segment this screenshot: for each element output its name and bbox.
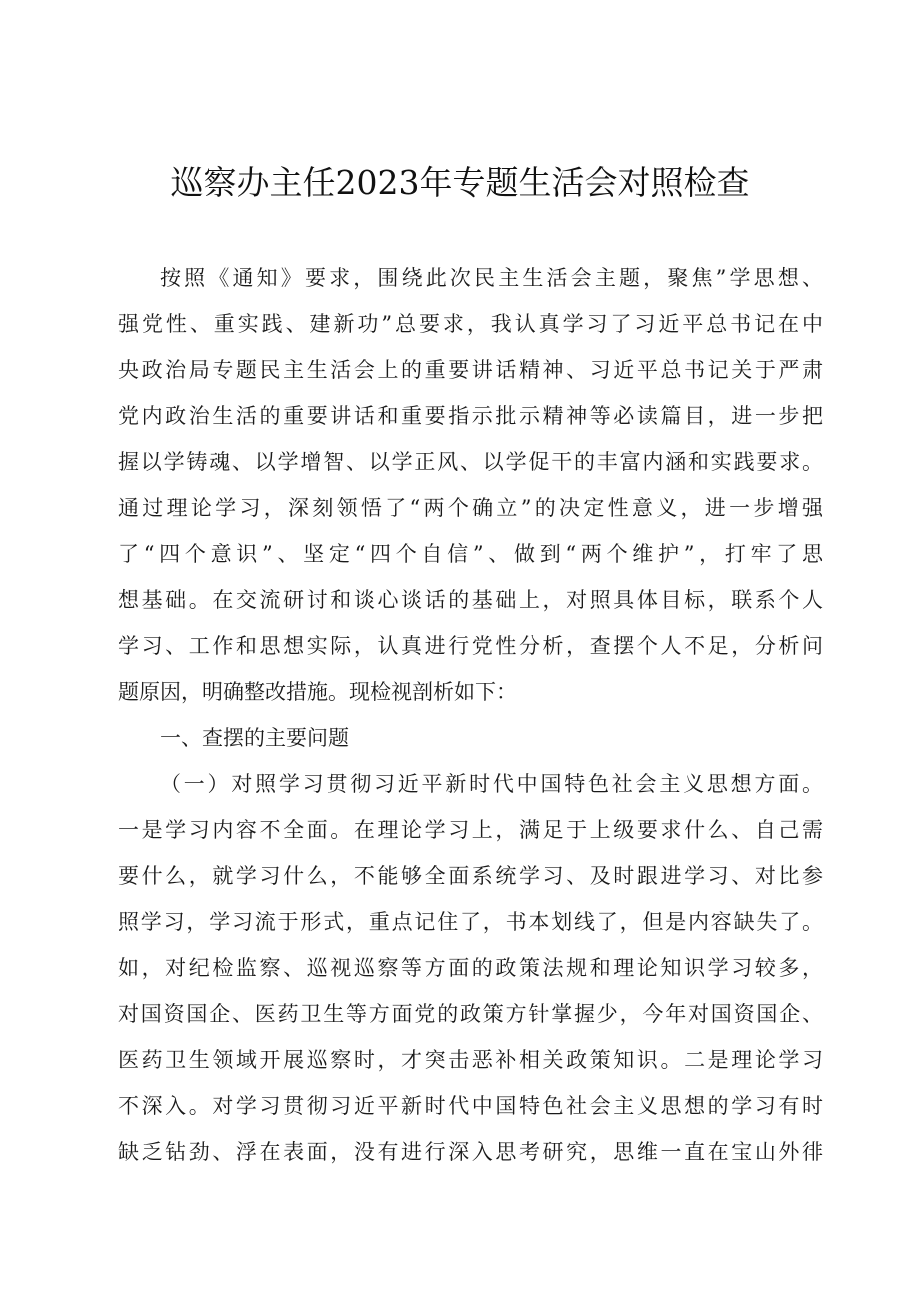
body-line: 医药卫生领域开展巡察时，才突击恶补相关政策知识。二是理论学习: [118, 1048, 823, 1072]
body-line: 对国资国企、医药卫生等方面党的政策方针掌握少，今年对国资国企、: [118, 1002, 823, 1026]
body-line: 如，对纪检监察、巡视巡察等方面的政策法规和理论知识学习较多，: [118, 956, 823, 980]
body-line: 缺乏钻劲、浮在表面，没有进行深入思考研究，思维一直在宝山外徘: [118, 1140, 823, 1164]
body-line: （一）对照学习贯彻习近平新时代中国特色社会主义思想方面。: [160, 772, 823, 796]
body-line: 题原因，明确整改措施。现检视剖析如下：: [118, 680, 517, 704]
body-line: 学习、工作和思想实际，认真进行党性分析，查摆个人不足，分析问: [118, 634, 823, 658]
body-line: 想基础。在交流研讨和谈心谈话的基础上，对照具体目标，联系个人: [118, 588, 823, 612]
body-line: 一、查摆的主要问题: [160, 726, 349, 750]
body-line: 了“四个意识”、坚定“四个自信”、做到“两个维护”，打牢了思: [118, 542, 823, 566]
body-line: 强党性、重实践、建新功”总要求，我认真学习了习近平总书记在中: [118, 312, 823, 336]
body-line: 央政治局专题民主生活会上的重要讲话精神、习近平总书记关于严肃: [118, 358, 823, 382]
body-line: 按照《通知》要求，围绕此次民主生活会主题，聚焦”学思想、: [160, 266, 823, 290]
body-line: 通过理论学习，深刻领悟了“两个确立”的决定性意义，进一步增强: [118, 496, 823, 520]
body-line: 一是学习内容不全面。在理论学习上，满足于上级要求什么、自己需: [118, 818, 823, 842]
body-line: 不深入。对学习贯彻习近平新时代中国特色社会主义思想的学习有时: [118, 1094, 823, 1118]
document-title: 巡察办主任2023年专题生活会对照检查: [170, 163, 750, 202]
body-line: 照学习，学习流于形式，重点记住了，书本划线了，但是内容缺失了。: [118, 910, 823, 934]
body-line: 握以学铸魂、以学增智、以学正风、以学促干的丰富内涵和实践要求。: [118, 450, 823, 474]
document-body: [118, 255, 823, 1175]
body-line: 要什么，就学习什么，不能够全面系统学习、及时跟进学习、对比参: [118, 864, 823, 888]
body-line: 党内政治生活的重要讲话和重要指示批示精神等必读篇目，进一步把: [118, 404, 823, 428]
